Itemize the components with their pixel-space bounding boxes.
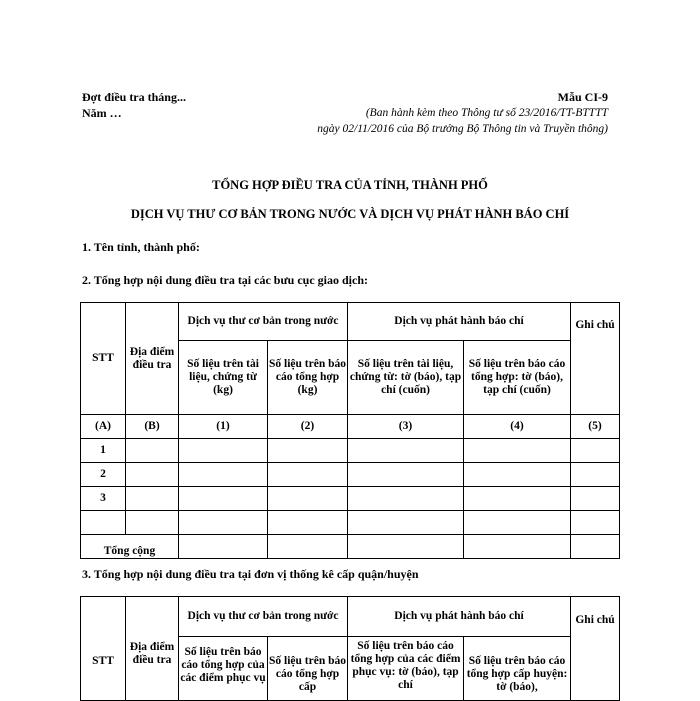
table-cell[interactable] (464, 463, 571, 487)
survey-period-label: Đợt điều tra tháng... (82, 90, 186, 104)
district-summary-table (80, 596, 620, 701)
header-press-report-district: Số liệu trên báo cáo tổng hợp cấp huyện: tờ (báo), (464, 637, 571, 701)
total-label: Tổng cộng (81, 535, 179, 559)
column-code: (1) (179, 415, 268, 439)
row-number: 1 (81, 439, 126, 463)
table-cell[interactable] (268, 511, 348, 535)
table-row (81, 439, 620, 463)
column-code-row (81, 415, 620, 439)
column-code: (B) (126, 415, 179, 439)
header-press-service: Dịch vụ phát hành báo chí (348, 597, 571, 637)
row-number (81, 511, 126, 535)
table-cell[interactable] (464, 487, 571, 511)
header-mail-service: Dịch vụ thư cơ bản trong nước (179, 597, 348, 637)
table-cell[interactable] (464, 535, 571, 559)
table-row (81, 463, 620, 487)
section-post-office-summary: 2. Tổng hợp nội dung điều tra tại các bưu cục giao dịch: (82, 273, 369, 287)
column-code: (5) (571, 415, 620, 439)
total-row (81, 535, 620, 559)
header-press-report-points: Số liệu trên báo cáo tổng hợp của các điểm phục vụ: tờ (báo), tạp chí (348, 637, 464, 701)
table-cell[interactable] (571, 511, 620, 535)
header-mail-report-level: Số liệu trên báo cáo tổng hợp cấp (268, 637, 348, 701)
table-cell[interactable] (268, 463, 348, 487)
post-office-summary-table (80, 302, 620, 559)
table-cell[interactable] (348, 511, 464, 535)
header-press-report: Số liệu trên báo cáo tổng hợp: tờ (báo), tạp chí (cuốn) (464, 341, 571, 415)
header-press-documents: Số liệu trên tài liệu, chứng từ: tờ (báo), tạp chí (cuốn) (348, 341, 464, 415)
table-cell[interactable] (179, 463, 268, 487)
table-cell[interactable] (571, 463, 620, 487)
column-code: (3) (348, 415, 464, 439)
table-cell[interactable] (268, 487, 348, 511)
table-cell[interactable] (179, 439, 268, 463)
table-cell[interactable] (268, 439, 348, 463)
table-cell[interactable] (571, 535, 620, 559)
issued-note-line1: (Ban hành kèm theo Thông tư số 23/2016/TT-BTTTT (365, 107, 608, 119)
column-code: (2) (268, 415, 348, 439)
header-stt: STT (81, 597, 126, 701)
header-mail-service: Dịch vụ thư cơ bản trong nước (179, 303, 348, 341)
header-notes: Ghi chú (571, 597, 620, 701)
document-subtitle: DỊCH VỤ THƯ CƠ BẢN TRONG NƯỚC VÀ DỊCH VỤ PHÁT HÀNH BÁO CHÍ (130, 207, 570, 221)
header-location: Địa điểm điều tra (126, 303, 179, 415)
table-cell[interactable] (179, 535, 268, 559)
table-cell[interactable] (464, 439, 571, 463)
header-press-service: Dịch vụ phát hành báo chí (348, 303, 571, 341)
table-cell[interactable] (179, 511, 268, 535)
document-title: TỔNG HỢP ĐIỀU TRA CỦA TỈNH, THÀNH PHỐ (212, 178, 488, 192)
row-number: 2 (81, 463, 126, 487)
table-cell[interactable] (179, 487, 268, 511)
table-cell[interactable] (348, 535, 464, 559)
table-cell[interactable] (348, 439, 464, 463)
header-mail-report: Số liệu trên báo cáo tổng hợp (kg) (268, 341, 348, 415)
table-cell[interactable] (464, 511, 571, 535)
table-cell[interactable] (571, 439, 620, 463)
header-location: Địa điểm điều tra (126, 597, 179, 701)
table-cell[interactable] (268, 535, 348, 559)
table-cell[interactable] (126, 463, 179, 487)
issued-note-line2: ngày 02/11/2016 của Bộ trưởng Bộ Thông tin và Truyền thông) (317, 123, 608, 135)
table-cell[interactable] (348, 487, 464, 511)
form-code: Mẫu CI-9 (557, 90, 608, 104)
section-province-name: 1. Tên tỉnh, thành phố: (82, 240, 200, 254)
header-notes: Ghi chú (571, 303, 620, 415)
table-cell[interactable] (126, 487, 179, 511)
section-district-summary: 3. Tổng hợp nội dung điều tra tại đơn vị thống kê cấp quận/huyện (82, 567, 419, 581)
table-row (81, 487, 620, 511)
table-row (81, 511, 620, 535)
header-stt: STT (81, 303, 126, 415)
table-cell[interactable] (348, 463, 464, 487)
row-number: 3 (81, 487, 126, 511)
column-code: (4) (464, 415, 571, 439)
header-mail-report-points: Số liệu trên báo cáo tổng hợp của các điểm phục vụ (179, 637, 268, 701)
survey-year-label: Năm … (82, 106, 122, 120)
column-code: (A) (81, 415, 126, 439)
table-cell[interactable] (126, 439, 179, 463)
header-mail-documents: Số liệu trên tài liệu, chứng từ (kg) (179, 341, 268, 415)
table-cell[interactable] (571, 487, 620, 511)
table-cell[interactable] (126, 511, 179, 535)
